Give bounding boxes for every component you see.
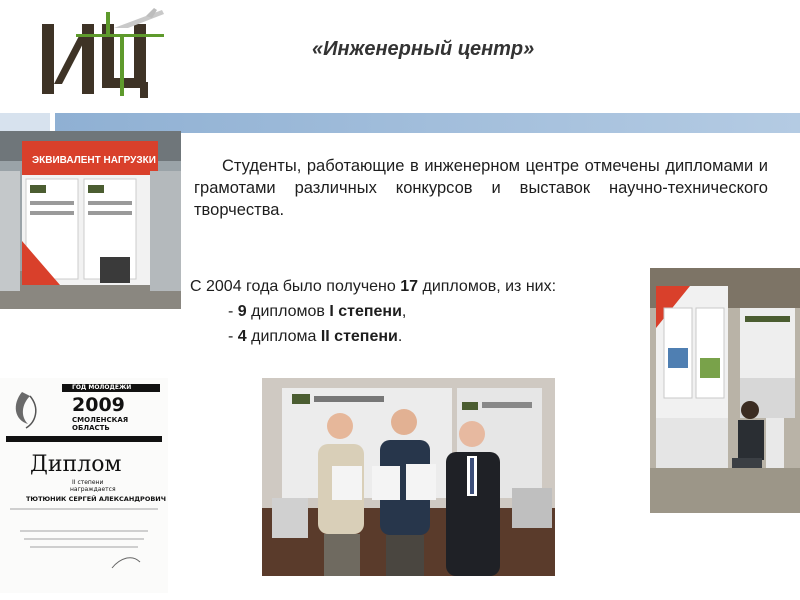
stats-intro-suffix: дипломов, из них:: [418, 278, 557, 295]
booth-photo: [0, 131, 181, 309]
item1-suffix: ,: [401, 303, 407, 320]
diploma-degree: II степени: [72, 479, 104, 486]
stats-item-second-degree: [190, 324, 556, 349]
header-band-right: [55, 113, 800, 133]
item1-prefix: -: [228, 303, 238, 320]
page-title: «Инженерный центр»: [312, 38, 535, 60]
item2-mid: диплома: [246, 328, 321, 345]
intro-paragraph: Студенты, работающие в инженерном центре отмечены дипломами и грамотами различных конкурсов и выставок научно-технического творчества.: [194, 157, 768, 219]
group-photo: [262, 378, 555, 576]
item1-count: 9: [237, 303, 247, 320]
item2-suffix: .: [397, 328, 403, 345]
stats-intro-prefix: С 2004 года было получено: [190, 278, 401, 295]
diploma-recipient-name: ТЮТЮНИК СЕРГЕЙ АЛЕКСАНДРОВИЧ: [26, 495, 166, 503]
logo: [36, 6, 176, 100]
diploma-region-line1: СМОЛЕНСКАЯ: [72, 416, 129, 424]
item2-prefix: -: [228, 328, 238, 345]
header-band-left: [0, 113, 50, 133]
item2-count: 4: [237, 328, 247, 345]
diploma-awarded: награждается: [70, 486, 116, 493]
stats-block: [190, 274, 556, 349]
header-band: [0, 113, 800, 133]
booth-banner-text: ЭКВИВАЛЕНТ НАГРУЗКИ: [32, 155, 156, 166]
stats-item-first-degree: [190, 299, 556, 324]
diploma-region-line2: ОБЛАСТЬ: [72, 424, 110, 432]
item1-mid: дипломов: [246, 303, 330, 320]
diploma-heading: Диплом: [30, 452, 122, 477]
stats-intro: [190, 274, 556, 299]
item2-degree: II степени: [320, 328, 398, 345]
item1-degree: I степени: [329, 303, 402, 320]
logo-graphic: [36, 6, 176, 100]
stats-total-count: 17: [400, 278, 419, 295]
diploma-image: [0, 378, 168, 593]
diploma-year-label: ГОД МОЛОДЕЖИ: [72, 384, 132, 391]
diploma-year: 2009: [72, 394, 125, 416]
exhibition-photo: [650, 268, 800, 513]
